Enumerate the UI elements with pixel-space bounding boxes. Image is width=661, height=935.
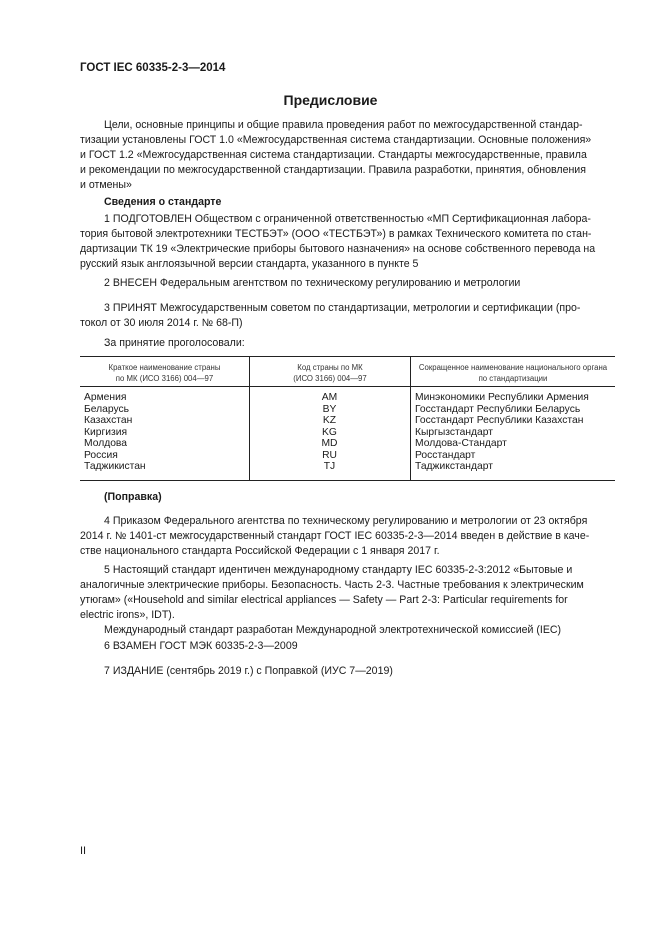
item-5-line: 5 Настоящий стандарт идентичен международному стандарту IEC 60335-2-3:2012 «Бытовые и [104,564,573,576]
body-cell: Госстандарт Республики Беларусь [415,403,581,415]
item-1-line: тория бытовой электротехники ТЕСТБЭТ» (ООО «ТЕСТБЭТ») в рамках Технического комитета по стан- [80,228,592,240]
code-cell: TJ [323,461,336,472]
table-row [80,404,615,416]
section-title: Сведения о стандарте [104,196,222,208]
header-line: Код страны по МК [297,362,363,372]
item-5-line: утюгам» («Household and similar electrical appliances — Safety — Part 2-3: Particular requirements for [80,594,568,606]
code-cell: BY [322,403,337,415]
page-title: Предисловие [283,92,378,108]
item-4-line: 2014 г. № 1401-ст межгосударственный стандарт ГОСТ IEC 60335-2-3—2014 введен в действие в каче- [80,530,590,542]
code-cell: KZ [322,415,337,426]
page-number: II [80,845,87,857]
country-cell: Таджикистан [84,461,146,472]
item-4-line: стве национального стандарта Российской Федерации с 1 января 2017 г. [80,545,440,557]
item-1-line: русский язык англоязычной версии стандарта, указанного в пункте 5 [80,258,419,270]
body-cell: Росстандарт [415,449,476,461]
header-line: (ИСО 3166) 004—97 [293,373,367,383]
table-row [80,450,615,462]
item-2: 2 ВНЕСЕН Федеральным агентством по техническому регулированию и метрологии [104,277,521,289]
header-line: Сокращенное наименование национального органа [418,362,608,372]
country-cell: Армения [84,392,127,403]
item-1-line: 1 ПОДГОТОВЛЕН Обществом с ограниченной ответственностью «МП Сертификационная лабора- [104,213,591,225]
item-5 [80,563,615,638]
table-row [80,415,615,427]
intro-line: и отмены» [80,179,132,191]
header-line: Краткое наименование страны [108,362,221,372]
table-header-body [410,357,615,387]
table-row [80,438,615,450]
item-1-line: дартизации ТК 19 «Электрические приборы бытового назначения» на основе собственного перевода на [80,243,596,255]
table-body [80,392,615,473]
item-5-note: Международный стандарт разработан Международной электротехнической комиссией (IEC) [104,624,562,636]
item-1 [80,212,615,272]
intro-line: тизации установлены ГОСТ 1.0 «Межгосударственная система стандартизации. Основные положения» [80,134,592,146]
voting-table [80,356,615,481]
country-cell: Казахстан [84,415,133,426]
body-cell: Минэкономики Республики Армения [415,392,589,403]
item-4 [80,514,615,559]
item-3 [80,301,615,331]
table-row [80,392,615,404]
code-cell: MD [321,438,338,449]
item-3-line: токол от 30 июля 2014 г. № 68-П) [80,317,243,329]
item-3-line: 3 ПРИНЯТ Межгосударственным советом по стандартизации, метрологии и сертификации (про- [104,302,581,314]
item-7: 7 ИЗДАНИЕ (сентябрь 2019 г.) с Поправкой (ИУС 7—2019) [104,665,393,677]
body-cell: Кыргызстандарт [415,426,494,438]
country-cell: Россия [84,449,118,461]
item-6: 6 ВЗАМЕН ГОСТ МЭК 60335-2-3—2009 [104,640,298,652]
item-5-line: electric irons», IDT). [80,609,175,621]
table-header-code [249,357,410,387]
voted-label: За принятие проголосовали: [104,337,245,349]
intro-line: Цели, основные принципы и общие правила проведения работ по межгосударственной стандар- [104,119,583,131]
header-line: по стандартизации [478,373,548,383]
amendment-label: (Поправка) [104,491,162,503]
code-cell: RU [322,449,337,461]
country-cell: Киргизия [84,426,128,438]
body-cell: Госстандарт Республики Казахстан [415,415,584,426]
code-cell: AM [321,392,338,403]
table-row [80,427,615,439]
code-cell: KG [322,426,337,438]
intro-line: и рекомендации по межгосударственной стандартизации. Правила разработки, принятия, обновления [80,164,586,176]
intro-paragraph [80,118,615,193]
item-5-line: аналогичные электрические приборы. Безопасность. Часть 2-3. Частные требования к электрическим [80,579,584,591]
table-header-country [80,357,249,387]
country-cell: Беларусь [84,403,130,415]
header-line: по МК (ИСО 3166) 004—97 [115,373,214,383]
body-cell: Молдова-Стандарт [415,438,507,449]
document-header: ГОСТ IEC 60335-2-3—2014 [80,62,226,74]
intro-line: и ГОСТ 1.2 «Межгосударственная система стандартизации. Стандарты межгосударственные, правила [80,149,587,161]
country-cell: Молдова [84,438,128,449]
table-row [80,461,615,473]
item-4-line: 4 Приказом Федерального агентства по техническому регулированию и метрологии от 23 октября [104,515,588,527]
body-cell: Таджикстандарт [415,461,493,472]
